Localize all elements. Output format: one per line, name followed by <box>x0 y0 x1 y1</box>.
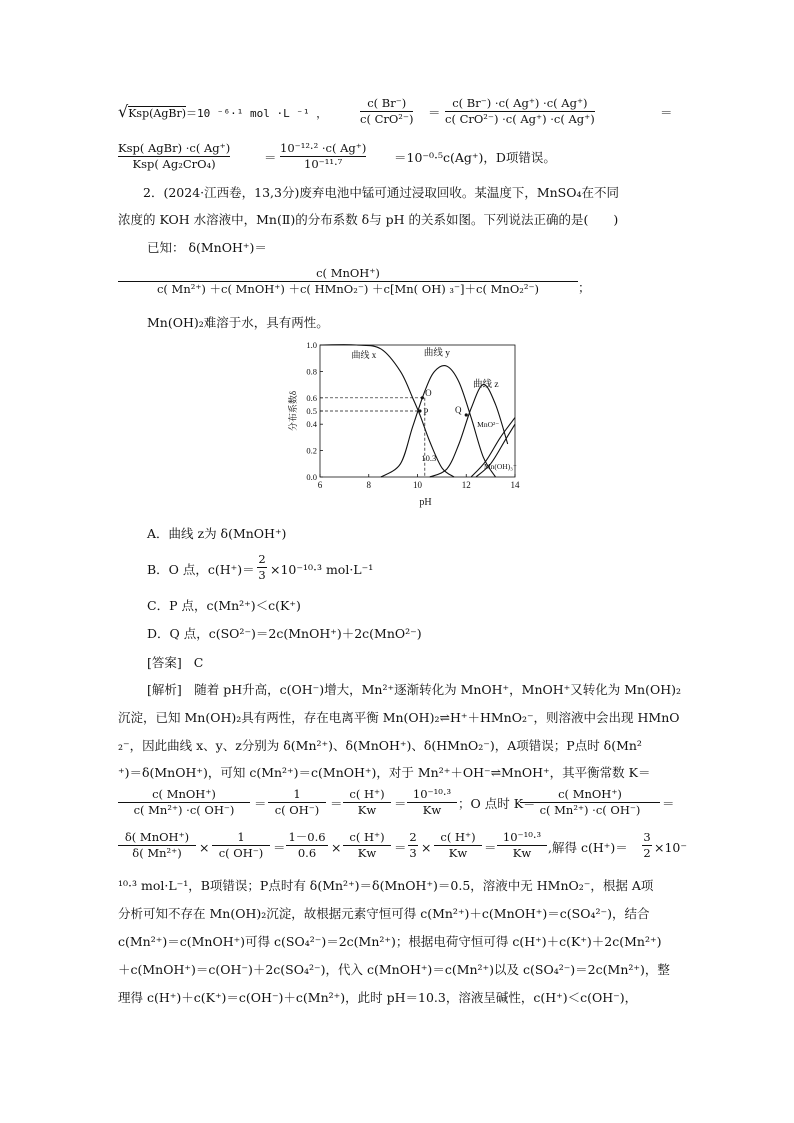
fraction-k-o <box>520 787 660 818</box>
fraction-h-kw <box>343 787 391 818</box>
note-line: Mn(OH)₂难溶于水，具有两性。 <box>147 315 329 330</box>
answer-label: [答案] <box>147 655 182 670</box>
numerator: c( MnOH⁺) <box>316 266 380 280</box>
sqrt-value: ＝10 ⁻⁶·¹ mol ·L ⁻¹ ， <box>186 107 328 120</box>
option-c: C．P 点，c(Mn²⁺)＜c(K⁺) <box>147 598 301 613</box>
equals: ＝ <box>273 840 286 855</box>
fraction-power-kw <box>407 787 457 818</box>
answer-line <box>147 655 203 671</box>
equals: ＝ <box>484 840 497 855</box>
point-marker-2 <box>465 413 468 416</box>
equals: ＝ <box>264 150 277 165</box>
numerator: c( Br⁻) ·c( Ag⁺) ·c( Ag⁺) <box>452 96 588 110</box>
o-point-text: ；O 点时 K＝ <box>458 796 536 811</box>
point-marker-1 <box>418 409 421 412</box>
equals: ＝ <box>330 796 343 811</box>
curve-label-x: 曲线 x <box>351 350 377 361</box>
result-text: ＝10⁻⁰·⁵c(Ag⁺)，D项错误。 <box>394 150 556 165</box>
fraction-inv-oh-2 <box>212 830 270 861</box>
curve-label-mno2: MnO²⁻ <box>477 419 500 429</box>
solve-tail: ×10⁻ <box>654 840 687 855</box>
numerator: Ksp( AgBr) ·c( Ag⁺) <box>118 141 231 155</box>
curve-label-y: 曲线 y <box>423 348 451 359</box>
y-tick-label: 0.0 <box>306 472 317 482</box>
y-tick-label: 0.2 <box>306 445 317 456</box>
option-b <box>147 562 255 578</box>
fraction-two-thirds <box>408 830 418 861</box>
sqrt-sign: √ <box>118 102 129 121</box>
known-label: 已知： δ(MnOH⁺)＝ <box>147 240 267 255</box>
numerator: 10⁻¹⁰·³ <box>502 830 542 844</box>
equals: ＝ <box>428 105 441 120</box>
denominator: c( OH⁻) <box>274 803 320 817</box>
numerator: 1 <box>293 787 301 801</box>
guide-label: 10.3 <box>421 453 437 463</box>
denominator: Kw <box>512 846 532 860</box>
denominator: δ( Mn²⁺) <box>132 846 182 860</box>
times: × <box>331 840 342 855</box>
denominator: c( Mn²⁺) ＋c( MnOH⁺) ＋c( HMnO₂⁻) ＋c[Mn( OH) ₃⁻]＋c( MnO₂²⁻) <box>156 282 540 296</box>
analysis-line-11: 理得 c(H⁺)＋c(K⁺)＝c(OH⁻)＋c(Mn²⁺)，此时 pH＝10.3，溶液呈碱性，c(H⁺)＜c(OH⁻)， <box>118 990 638 1005</box>
option-b-fraction <box>257 552 267 583</box>
curve-label-z: 曲线 z <box>472 380 499 391</box>
analysis-line-10: ＋c(MnOH⁺)＝c(OH⁻)＋2c(SO₄²⁻)，代入 c(MnOH⁺)＝c(Mn²⁺)以及 c(SO₄²⁻)＝2c(Mn²⁺)，整 <box>118 962 670 977</box>
numerator: c( H⁺) <box>440 830 476 844</box>
y-tick-label: 0.4 <box>306 419 317 430</box>
times: × <box>421 840 432 855</box>
fraction-br-cro <box>360 96 413 127</box>
fraction-inv-oh <box>268 787 326 818</box>
numerator: c( MnOH⁺) <box>558 787 622 801</box>
distribution-chart <box>280 335 525 510</box>
y-tick-label: 0.6 <box>306 392 317 403</box>
curve-label-mnoh3: Mn(OH)₃⁻ <box>483 462 517 472</box>
denominator: Kw <box>357 803 377 817</box>
denominator: c( CrO²⁻) ·c( Ag⁺) ·c( Ag⁺) <box>445 112 595 126</box>
y-tick-label: 1.0 <box>306 340 317 350</box>
option-b-text: B．O 点，c(H⁺)＝ <box>147 562 255 577</box>
denominator: c( CrO²⁻) <box>360 112 414 126</box>
fraction-expanded <box>445 96 595 127</box>
fraction-ratio <box>286 830 328 861</box>
option-b-tail: ×10⁻¹⁰·³ mol·L⁻¹ <box>270 562 374 577</box>
fraction-ksp <box>118 141 230 172</box>
equals: ＝ <box>660 105 673 120</box>
option-a: A．曲线 z为 δ(MnOH⁺) <box>147 526 287 541</box>
fraction-three-halves <box>642 830 652 861</box>
denominator: 3 <box>409 846 417 860</box>
known-tail: ； <box>578 280 591 295</box>
denominator: c( Mn²⁺) ·c( OH⁻) <box>539 803 641 817</box>
fraction-h-kw-3 <box>434 830 482 861</box>
numerator: c( Br⁻) <box>367 96 407 110</box>
denominator: 2 <box>643 846 651 860</box>
numerator: 10⁻¹⁰·³ <box>412 787 452 801</box>
analysis-line-4: ⁺)＝δ(MnOH⁺)，可知 c(Mn²⁺)＝c(MnOH⁺)，对于 Mn²⁺＋OH⁻⇌MnOH⁺，其平衡常数 K＝ <box>118 765 651 780</box>
sqrt-expression <box>118 104 327 122</box>
denominator: c( OH⁻) <box>218 846 264 860</box>
fraction-h-kw-2 <box>343 830 391 861</box>
analysis-line-3: ₂⁻，因此曲线 x、y、z分别为 δ(Mn²⁺)、δ(MnOH⁺)、δ(HMnO₂⁻)，A项错误；P点时 δ(Mn² <box>118 738 642 753</box>
x-axis-label: pH <box>419 497 432 508</box>
denominator: Kw <box>422 803 442 817</box>
denominator: Kw <box>448 846 468 860</box>
numerator: δ( MnOH⁺) <box>124 830 190 844</box>
solve-text: ,解得 c(H⁺)＝ <box>548 840 628 855</box>
fraction-delta <box>118 830 196 861</box>
denominator: c( Mn²⁺) ·c( OH⁻) <box>133 803 235 817</box>
numerator: 3 <box>643 830 651 844</box>
option-d: D．Q 点，c(SO²⁻)＝2c(MnOH⁺)＋2c(MnO²⁻) <box>147 626 422 641</box>
x-tick-label: 14 <box>510 480 520 490</box>
sqrt-radicand: Ksp(AgBr) <box>128 107 187 120</box>
numerator: c( H⁺) <box>349 830 385 844</box>
numerator: 2 <box>409 830 417 844</box>
denominator: Kw <box>357 846 377 860</box>
analysis-line-9: c(Mn²⁺)＝c(MnOH⁺)可得 c(SO₄²⁻)＝2c(Mn²⁺)；根据电荷守恒可得 c(H⁺)＋c(K⁺)＋2c(Mn²⁺) <box>118 934 662 949</box>
question-line-2: 浓度的 KOH 水溶液中，Mn(Ⅱ)的分布系数 δ与 pH 的关系如图。下列说法正确的是( ) <box>118 212 619 227</box>
analysis-line-8: 分析可知不存在 Mn(OH)₂沉淀，故根据元素守恒可得 c(Mn²⁺)＋c(MnOH⁺)＝c(SO₄²⁻)，结合 <box>118 906 650 921</box>
x-tick-label: 10 <box>413 480 422 490</box>
denominator: 3 <box>258 568 266 582</box>
question-line-1: 2．(2024·江西卷，13,3分)废弃电池中锰可通过浸取回收。某温度下，MnSO₄在不同 <box>143 185 619 200</box>
y-tick-label: 0.5 <box>306 406 317 416</box>
numerator: c( H⁺) <box>349 787 385 801</box>
y-tick-label: 0.8 <box>306 366 317 377</box>
denominator: 0.6 <box>297 846 317 860</box>
point-label: O <box>425 387 432 398</box>
analysis-line-2: 沉淀，已知 Mn(OH)₂具有两性，存在电离平衡 Mn(OH)₂⇌H⁺＋HMnO₂⁻，则溶液中会出现 HMnO <box>118 710 680 725</box>
equals: ＝ <box>394 796 407 811</box>
numerator: c( MnOH⁺) <box>152 787 216 801</box>
chart-svg <box>280 335 525 510</box>
numerator: 10⁻¹²·² ·c( Ag⁺) <box>280 141 367 155</box>
numerator: 1 <box>237 830 245 844</box>
answer-value: C <box>193 655 204 670</box>
denominator: Ksp( Ag₂CrO₄) <box>132 157 216 171</box>
fraction-power-kw-2 <box>497 830 547 861</box>
equals: ＝ <box>254 796 267 811</box>
fraction-k-def <box>118 787 250 818</box>
known-fraction <box>118 266 578 297</box>
analysis-line-7: ¹⁰·³ mol·L⁻¹，B项错误；P点时有 δ(Mn²⁺)＝δ(MnOH⁺)＝0.5，溶液中无 HMnO₂⁻，根据 A项 <box>118 878 654 893</box>
x-tick-label: 8 <box>366 480 371 490</box>
y-axis-label: 分布系数δ <box>288 390 298 432</box>
numerator: 1－0.6 <box>288 830 326 844</box>
times: × <box>199 840 210 855</box>
point-label: Q <box>455 404 462 415</box>
analysis-line-1: [解析] 随着 pH升高，c(OH⁻)增大，Mn²⁺逐渐转化为 MnOH⁺，MnOH⁺又转化为 Mn(OH)₂ <box>147 682 681 697</box>
numerator: 2 <box>258 552 266 566</box>
equals: ＝ <box>662 796 675 811</box>
x-tick-label: 6 <box>317 480 323 490</box>
fraction-powers <box>280 141 366 172</box>
denominator: 10⁻¹¹·⁷ <box>304 157 343 171</box>
x-tick-label: 12 <box>461 480 471 490</box>
point-marker-0 <box>421 396 424 399</box>
equals: ＝ <box>394 840 407 855</box>
point-label: P <box>423 407 429 417</box>
